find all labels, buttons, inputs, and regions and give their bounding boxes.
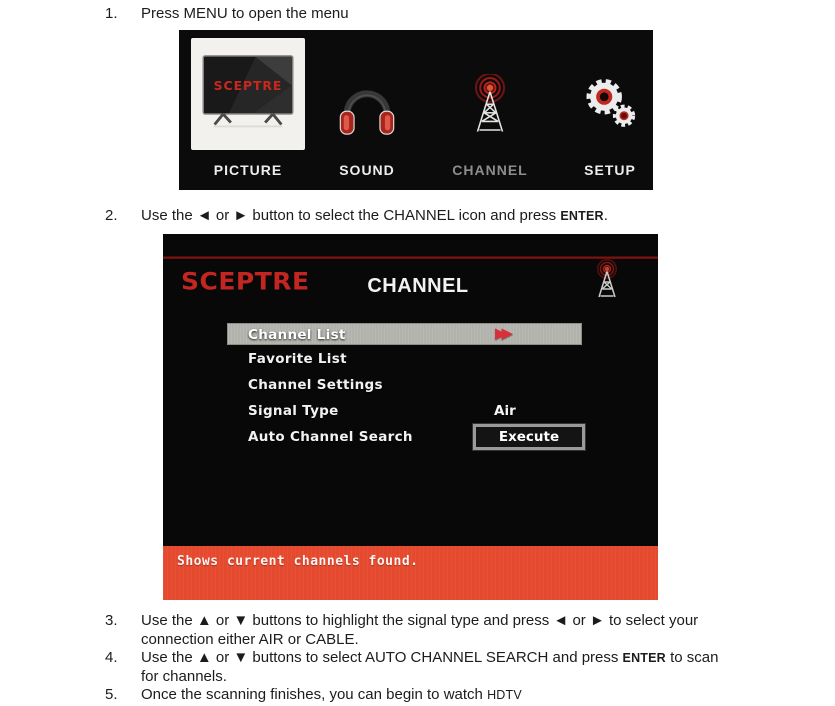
enter-key-label: ENTER <box>622 651 666 665</box>
step-3-text <box>141 612 789 649</box>
step-3 <box>0 612 835 649</box>
step-2-number: 2. <box>105 207 118 224</box>
row-label-auto-channel-search: Auto Channel Search <box>248 429 413 445</box>
enter-key-label: ENTER <box>560 209 604 223</box>
main-menu-screenshot <box>179 30 653 190</box>
step-4-line-1 <box>141 649 789 668</box>
menu-item-channel: CHANNEL <box>452 162 528 178</box>
header-divider <box>163 256 658 259</box>
step-5 <box>0 686 835 705</box>
step-5-number: 5. <box>105 686 118 703</box>
step-3-line-1: Use the ▲ or ▼ buttons to highlight the signal type and press ◄ or ► to select your <box>141 612 699 629</box>
step-4-post: to scan <box>665 649 719 666</box>
step-4-text <box>141 649 789 686</box>
step-4-number: 4. <box>105 649 118 666</box>
step-3-line-2: connection either AIR or CABLE. <box>141 630 359 648</box>
menu-item-setup: SETUP <box>584 162 636 178</box>
channel-menu-screenshot <box>163 234 658 600</box>
tv-screen-logo: SCEPTRE <box>213 78 283 94</box>
step-2-post: . <box>603 207 608 224</box>
status-bar <box>163 546 658 600</box>
antenna-icon <box>591 259 623 301</box>
sceptre-logo: SCEPTRE <box>181 267 310 296</box>
row-label-signal-type: Signal Type <box>248 403 339 419</box>
row-label-channel-settings: Channel Settings <box>248 377 383 393</box>
hdtv-label: HDTV <box>487 688 522 702</box>
gears-icon <box>577 72 643 138</box>
step-5-text <box>141 686 789 705</box>
step-4 <box>0 649 835 686</box>
step-5-pre: Once the scanning finishes, you can begin to watch <box>141 686 488 703</box>
headphones-icon <box>335 80 399 138</box>
menu-item-sound: SOUND <box>339 162 395 178</box>
antenna-icon <box>465 74 515 136</box>
step-2-text <box>141 207 789 226</box>
row-label-favorite-list: Favorite List <box>248 351 347 367</box>
signal-type-value: Air <box>494 403 516 419</box>
step-2-pre: Use the ◄ or ► button to select the CHANNEL icon and press <box>141 207 561 224</box>
step-2 <box>0 207 835 226</box>
step-4-line-2: for channels. <box>141 667 227 685</box>
status-text: Shows current channels found. <box>177 554 419 569</box>
tv-icon <box>200 53 296 135</box>
fast-forward-icon: ▶▶ <box>495 325 509 342</box>
row-label-channel-list: Channel List <box>248 327 346 343</box>
step-4-pre: Use the ▲ or ▼ buttons to select AUTO CHANNEL SEARCH and press <box>141 649 623 666</box>
channel-menu-title: CHANNEL <box>367 275 469 297</box>
step-1-text: Press MENU to open the menu <box>141 5 349 22</box>
step-1 <box>0 5 835 24</box>
step-1-number: 1. <box>105 5 118 22</box>
picture-tile-selected <box>191 38 305 150</box>
step-3-number: 3. <box>105 612 118 629</box>
menu-item-picture: PICTURE <box>213 162 283 178</box>
execute-button: Execute <box>473 424 585 450</box>
